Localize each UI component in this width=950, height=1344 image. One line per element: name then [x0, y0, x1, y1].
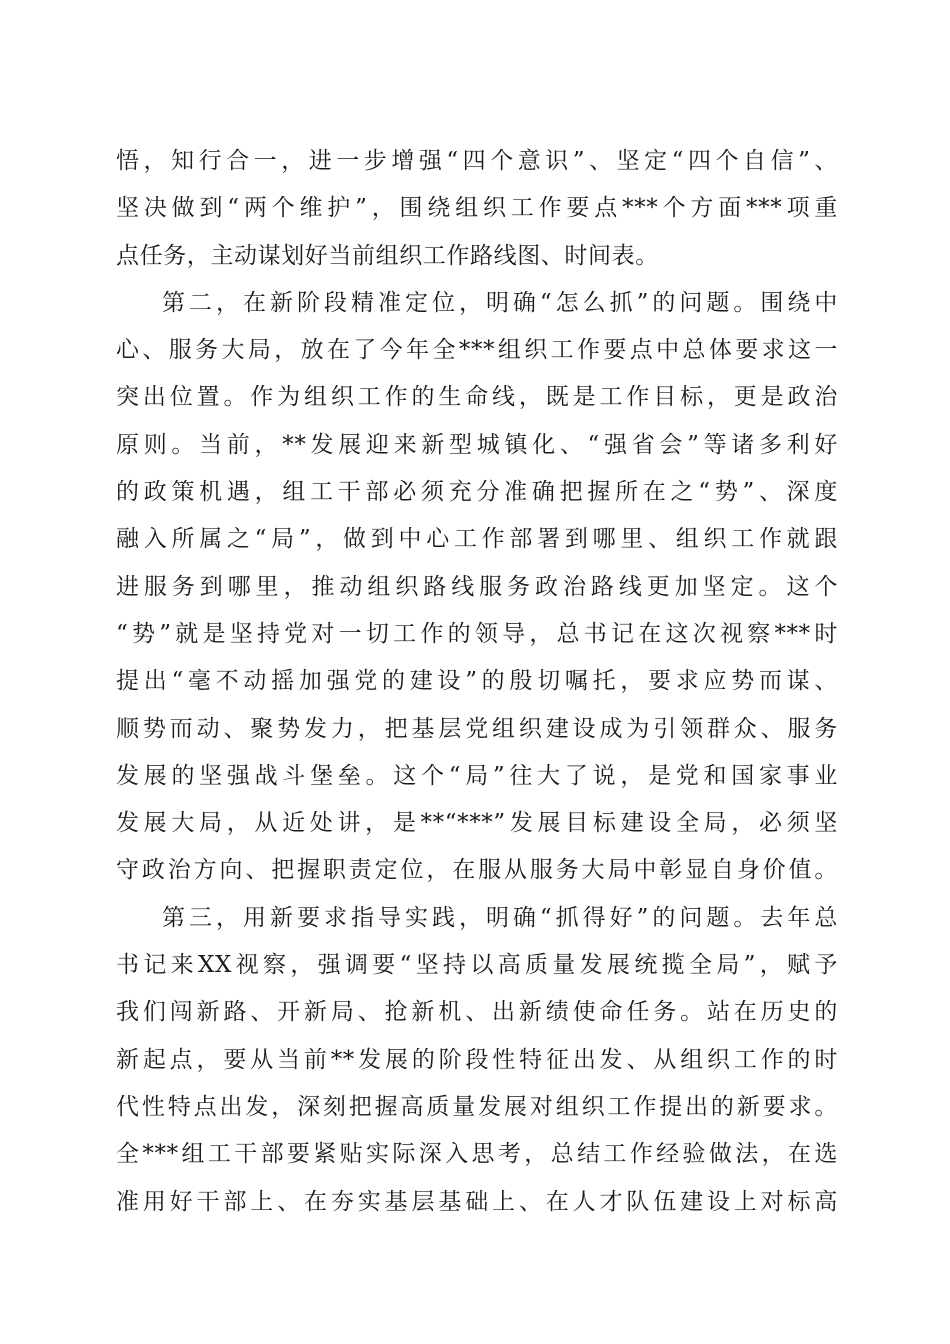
text-line: “势”就是坚持党对一切工作的领导，总书记在这次视察***时 [116, 620, 838, 647]
text-line: 准用好干部上、在夯实基层基础上、在人才队伍建设上对标高 [116, 1188, 838, 1215]
document-body [116, 138, 838, 1226]
paragraph-heading-second: 第二，在新阶段精准定位，明确“怎么抓”的问题。围绕中 [162, 289, 838, 316]
text-line: 进服务到哪里，推动组织路线服务政治路线更加坚定。这个 [116, 573, 838, 600]
text-line: 顺势而动、聚势发力，把基层党组织建设成为引领群众、服务 [116, 715, 838, 742]
text-line: 新起点，要从当前**发展的阶段性特征出发、从组织工作的时 [116, 1046, 838, 1073]
text-line: 心、服务大局，放在了今年全***组织工作要点中总体要求这一 [116, 337, 838, 364]
text-line: 的政策机遇，组工干部必须充分准确把握所在之“势”、深度 [116, 479, 838, 506]
text-line: 发展大局，从近处讲，是**“***”发展目标建设全局，必须坚 [116, 810, 838, 837]
text-line: 坚决做到“两个维护”，围绕组织工作要点***个方面***项重 [116, 195, 838, 222]
text-line: 突出位置。作为组织工作的生命线，既是工作目标，更是政治 [116, 384, 838, 411]
text-line: 发展的坚强战斗堡垒。这个“局”往大了说，是党和国家事业 [116, 762, 838, 789]
text-line: 我们闯新路、开新局、抢新机、出新绩使命任务。站在历史的 [116, 999, 838, 1026]
text-line: 原则。当前，**发展迎来新型城镇化、“强省会”等诸多利好 [116, 431, 838, 458]
text-line: 提出“毫不动摇加强党的建设”的殷切嘱托，要求应势而谋、 [116, 668, 838, 695]
text-line: 悟，知行合一，进一步增强“四个意识”、坚定“四个自信”、 [116, 148, 838, 174]
text-line: 守政治方向、把握职责定位，在服从服务大局中彰显自身价值。 [116, 857, 838, 884]
paragraph-heading-third: 第三，用新要求指导实践，明确“抓得好”的问题。去年总 [162, 904, 838, 931]
text-line: 全***组工干部要紧贴实际深入思考，总结工作经验做法，在选 [116, 1141, 838, 1168]
text-line: 书记来XX视察，强调要“坚持以高质量发展统揽全局”，赋予 [116, 952, 838, 979]
text-line: 融入所属之“局”，做到中心工作部署到哪里、组织工作就跟 [116, 526, 838, 553]
text-line: 点任务，主动谋划好当前组织工作路线图、时间表。 [116, 242, 659, 269]
text-line: 代性特点出发，深刻把握高质量发展对组织工作提出的新要求。 [116, 1093, 838, 1120]
